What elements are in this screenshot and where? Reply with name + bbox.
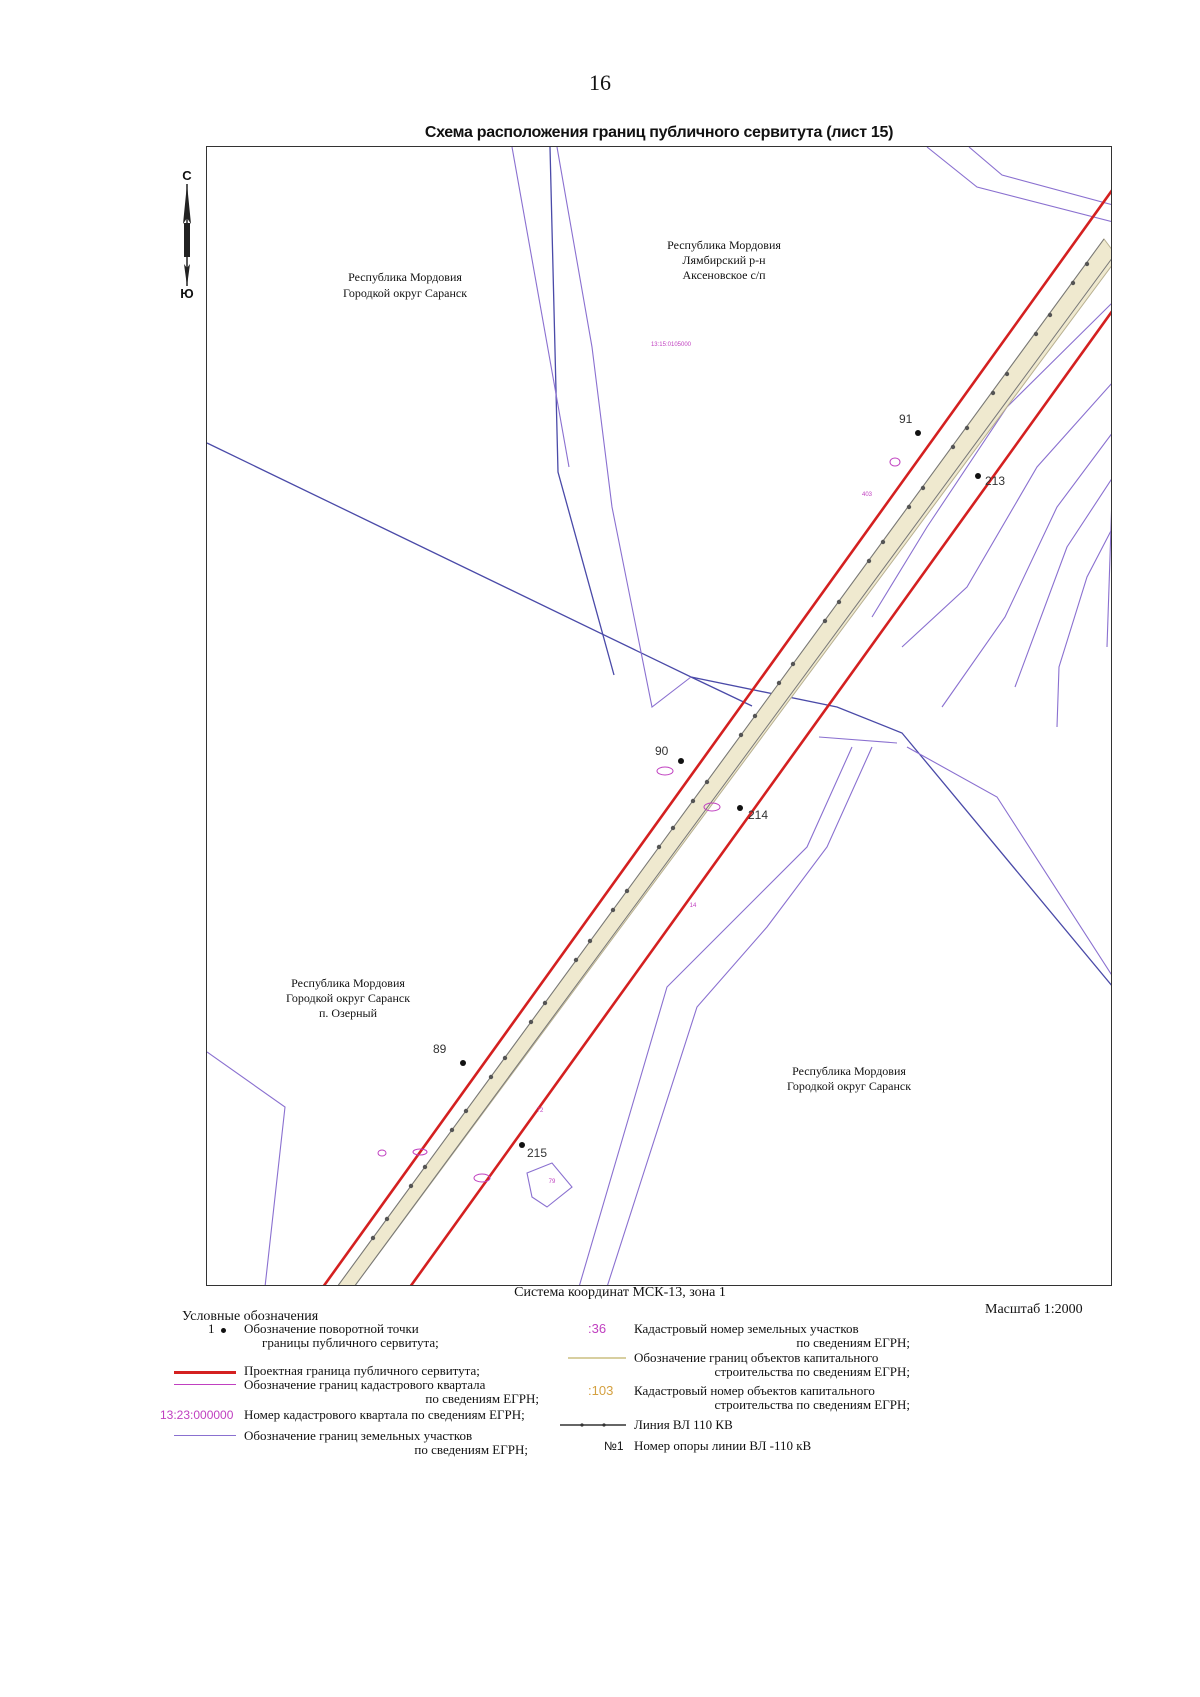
quarter-boundary-line <box>550 147 614 675</box>
turn-point-label: 213 <box>985 474 1006 488</box>
legend-symbol-capital-number: :103 <box>588 1383 614 1398</box>
place-label: Республика Мордовия <box>291 976 405 990</box>
north-arrow-icon <box>176 168 198 318</box>
parcel-boundaries <box>207 147 1112 1286</box>
legend-item-parcel-boundary <box>244 1429 528 1457</box>
turn-point-marker <box>460 1060 466 1066</box>
legend-swatch-quarter-boundary <box>174 1384 236 1385</box>
legend-text: Номер опоры линии ВЛ -110 кВ <box>634 1438 812 1453</box>
parcel-number: 403 <box>861 492 873 498</box>
legend-text: Обозначение границ объектов капитального <box>634 1350 879 1365</box>
map-frame <box>206 146 1112 1286</box>
legend-text: Обозначение поворотной точки <box>244 1321 419 1336</box>
servitude-boundary-line-left <box>323 189 1112 1286</box>
turn-point-marker <box>519 1142 525 1148</box>
legend-text: Кадастровый номер земельных участков <box>634 1321 859 1336</box>
place-label: Городкой округ Саранск <box>786 1079 912 1093</box>
legend-symbol-turn-point <box>208 1322 226 1336</box>
page-number: 16 <box>589 70 611 95</box>
legend-item-quarter-boundary <box>244 1378 539 1406</box>
compass-north-label: С <box>182 168 192 183</box>
turn-point-label: 90 <box>655 744 669 758</box>
legend-text: строительства по сведениям ЕГРН; <box>714 1364 910 1379</box>
compass-south-label: Ю <box>180 286 194 301</box>
turn-point-marker <box>915 430 921 436</box>
legend-text: Проектная граница публичного сервитута; <box>244 1363 480 1378</box>
turn-point-label: 89 <box>433 1042 447 1056</box>
place-label: п. Озерный <box>318 1006 378 1020</box>
place-label: Городкой округ Саранск <box>342 286 468 300</box>
turn-point-marker <box>737 805 743 811</box>
legend-text: границы публичного сервитута; <box>262 1335 439 1350</box>
legend-text: Линия ВЛ 110 КВ <box>634 1417 733 1432</box>
legend-item-power-line <box>634 1418 733 1432</box>
map-canvas <box>207 147 1112 1286</box>
turn-point-label: 215 <box>527 1146 548 1160</box>
legend-symbol-tower-number: №1 <box>604 1439 624 1453</box>
legend-text: Обозначение границ кадастрового квартала <box>244 1377 486 1392</box>
scale-label: Масштаб 1:2000 <box>985 1302 1083 1317</box>
legend-item-parcel-number <box>634 1322 910 1350</box>
turn-point-label: 214 <box>748 808 769 822</box>
legend-text: по сведениям ЕГРН; <box>425 1391 539 1406</box>
turn-point-label: 91 <box>899 412 913 426</box>
legend-swatch-capital-object <box>568 1357 626 1359</box>
quarter-boundary-line <box>207 443 1112 987</box>
turn-point-marker <box>975 473 981 479</box>
parcel-boundary-small <box>527 1163 572 1207</box>
legend-item-capital-object <box>634 1351 910 1379</box>
legend-text: Обозначение границ земельных участков <box>244 1428 473 1443</box>
place-label: Республика Мордовия <box>667 238 781 252</box>
legend-item-capital-number <box>634 1384 910 1412</box>
map-title: Схема расположения границ публичного сервитута (лист 15) <box>424 124 894 141</box>
legend <box>160 1322 1060 1462</box>
servitude-boundary-line-right <box>410 310 1112 1286</box>
place-label: Городкой округ Саранск <box>285 991 411 1005</box>
cadastral-quarter-number: 13:15:0105000 <box>650 342 692 348</box>
parcel-number: 14 <box>689 903 697 909</box>
coordinate-system-note: Система координат МСК-13, зона 1 <box>514 1285 726 1300</box>
legend-text: по сведениям ЕГРН; <box>414 1442 528 1457</box>
parcel-boundary-lower-left <box>207 1052 285 1286</box>
turn-point-marker <box>678 758 684 764</box>
legend-symbol-text: 1 <box>208 1321 215 1336</box>
legend-symbol-parcel-number: :36 <box>588 1321 607 1336</box>
place-label: Республика Мордовия <box>792 1064 906 1078</box>
legend-text: Кадастровый номер объектов капитального <box>634 1383 875 1398</box>
legend-item-tower-number <box>634 1439 811 1453</box>
parcel-number: 79 <box>548 1179 556 1185</box>
legend-item-quarter-number <box>244 1408 525 1422</box>
place-labels <box>286 238 911 1093</box>
legend-text: строительства по сведениям ЕГРН; <box>714 1397 910 1412</box>
parcel-number: 72 <box>536 1108 544 1114</box>
servitude-boundary <box>323 189 1112 1286</box>
legend-title: Условные обозначения <box>182 1309 319 1324</box>
place-label: Аксеновское с/п <box>682 268 766 282</box>
legend-item-servitude <box>244 1364 480 1378</box>
legend-swatch-parcel-boundary <box>174 1435 236 1436</box>
legend-text: Номер кадастрового квартала по сведениям ЕГРН; <box>244 1407 525 1422</box>
power-line-icon <box>560 1423 626 1426</box>
legend-symbol-quarter-number: 13:23:000000 <box>160 1408 234 1422</box>
legend-item-turn-point <box>244 1322 479 1350</box>
legend-swatch-servitude <box>174 1371 236 1374</box>
legend-text: по сведениям ЕГРН; <box>796 1335 910 1350</box>
place-label: Лямбирский р-н <box>682 253 766 267</box>
place-label: Республика Мордовия <box>348 270 462 284</box>
turn-point-icon <box>221 1328 226 1333</box>
